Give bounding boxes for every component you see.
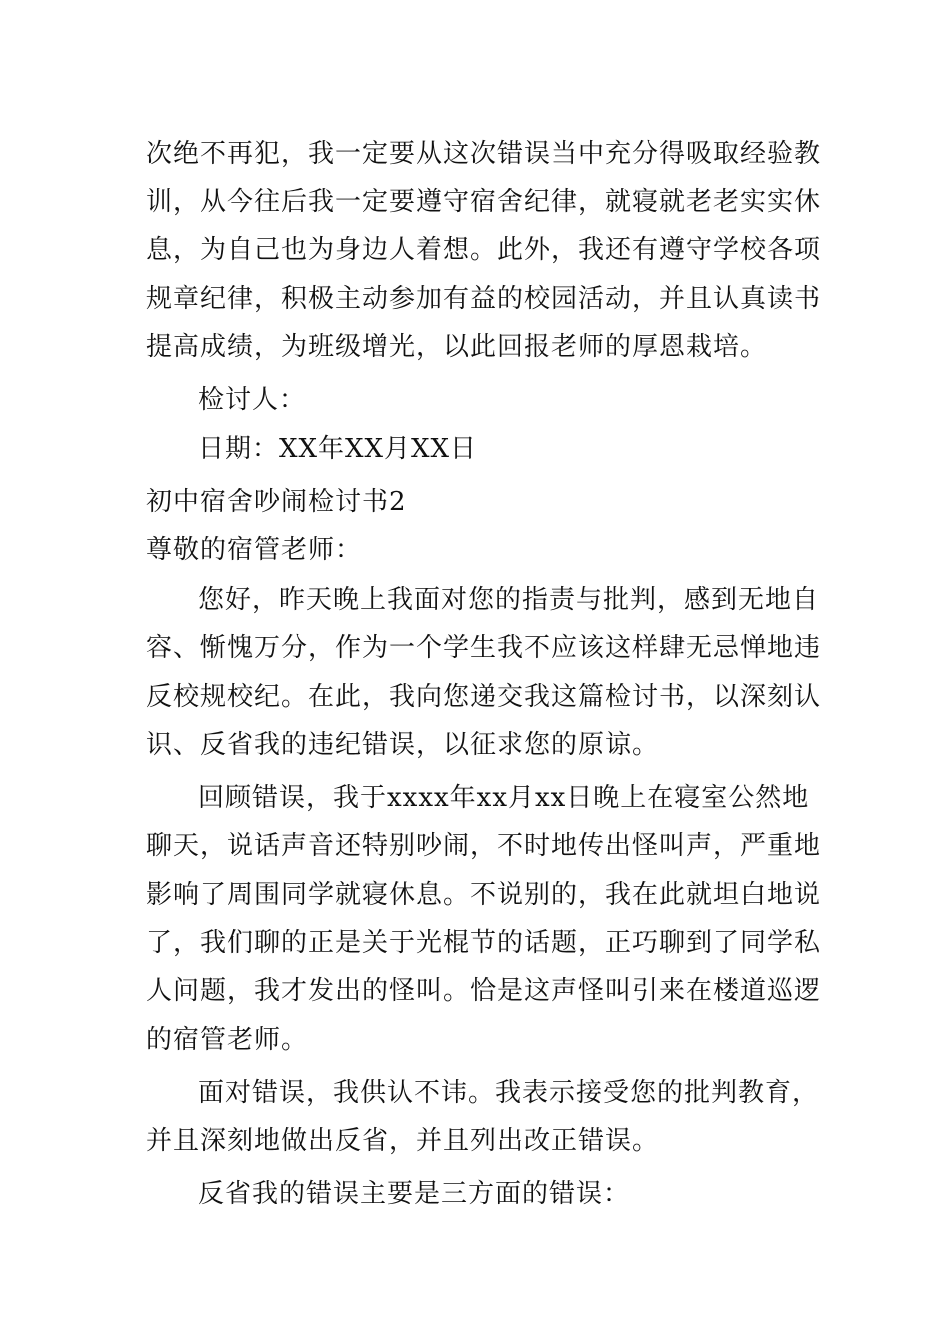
paragraph-line: 影响了周围同学就寝休息。不说别的，我在此就坦白地说 — [146, 880, 822, 910]
paragraph-line: 面对错误，我供认不讳。我表示接受您的批判教育， — [198, 1078, 820, 1108]
paragraph-line: 训，从今往后我一定要遵守宿舍纪律，就寝就老老实实休 — [146, 187, 822, 217]
reviewer-label: 检讨人： — [198, 385, 307, 415]
paragraph-line: 的宿管老师。 — [146, 1025, 309, 1055]
paragraph-line: 反校规校纪。在此，我向您递交我这篇检讨书，以深刻认 — [146, 682, 822, 712]
paragraph-line: 识、反省我的违纪错误，以征求您的原谅。 — [146, 730, 660, 760]
paragraph-line: 了，我们聊的正是关于光棍节的话题，正巧聊到了同学私 — [146, 928, 822, 958]
salutation: 尊敬的宿管老师： — [146, 535, 363, 565]
paragraph-line: 容、惭愧万分，作为一个学生我不应该这样肆无忌惮地违 — [146, 633, 822, 663]
paragraph-line: 规章纪律，积极主动参加有益的校园活动，并且认真读书 — [146, 284, 822, 314]
paragraph-line: 并且深刻地做出反省，并且列出改正错误。 — [146, 1126, 660, 1156]
section-title: 初中宿舍吵闹检讨书2 — [146, 487, 407, 517]
paragraph-line: 聊天，说话声音还特别吵闹，不时地传出怪叫声，严重地 — [146, 831, 822, 861]
paragraph-line: 息，为自己也为身边人着想。此外，我还有遵守学校各项 — [146, 235, 822, 265]
paragraph-line: 回顾错误，我于xxxx年xx月xx日晚上在寝室公然地 — [198, 783, 810, 813]
paragraph-line: 人问题，我才发出的怪叫。恰是这声怪叫引来在楼道巡逻 — [146, 976, 822, 1006]
date-line: 日期：XX年XX月XX日 — [198, 434, 478, 464]
paragraph-line: 次绝不再犯，我一定要从这次错误当中充分得吸取经验教 — [146, 139, 822, 169]
paragraph-line: 提高成绩，为班级增光，以此回报老师的厚恩栽培。 — [146, 332, 768, 362]
paragraph-line: 您好，昨天晚上我面对您的指责与批判，感到无地自 — [198, 585, 820, 615]
paragraph-line: 反省我的错误主要是三方面的错误： — [198, 1179, 631, 1209]
